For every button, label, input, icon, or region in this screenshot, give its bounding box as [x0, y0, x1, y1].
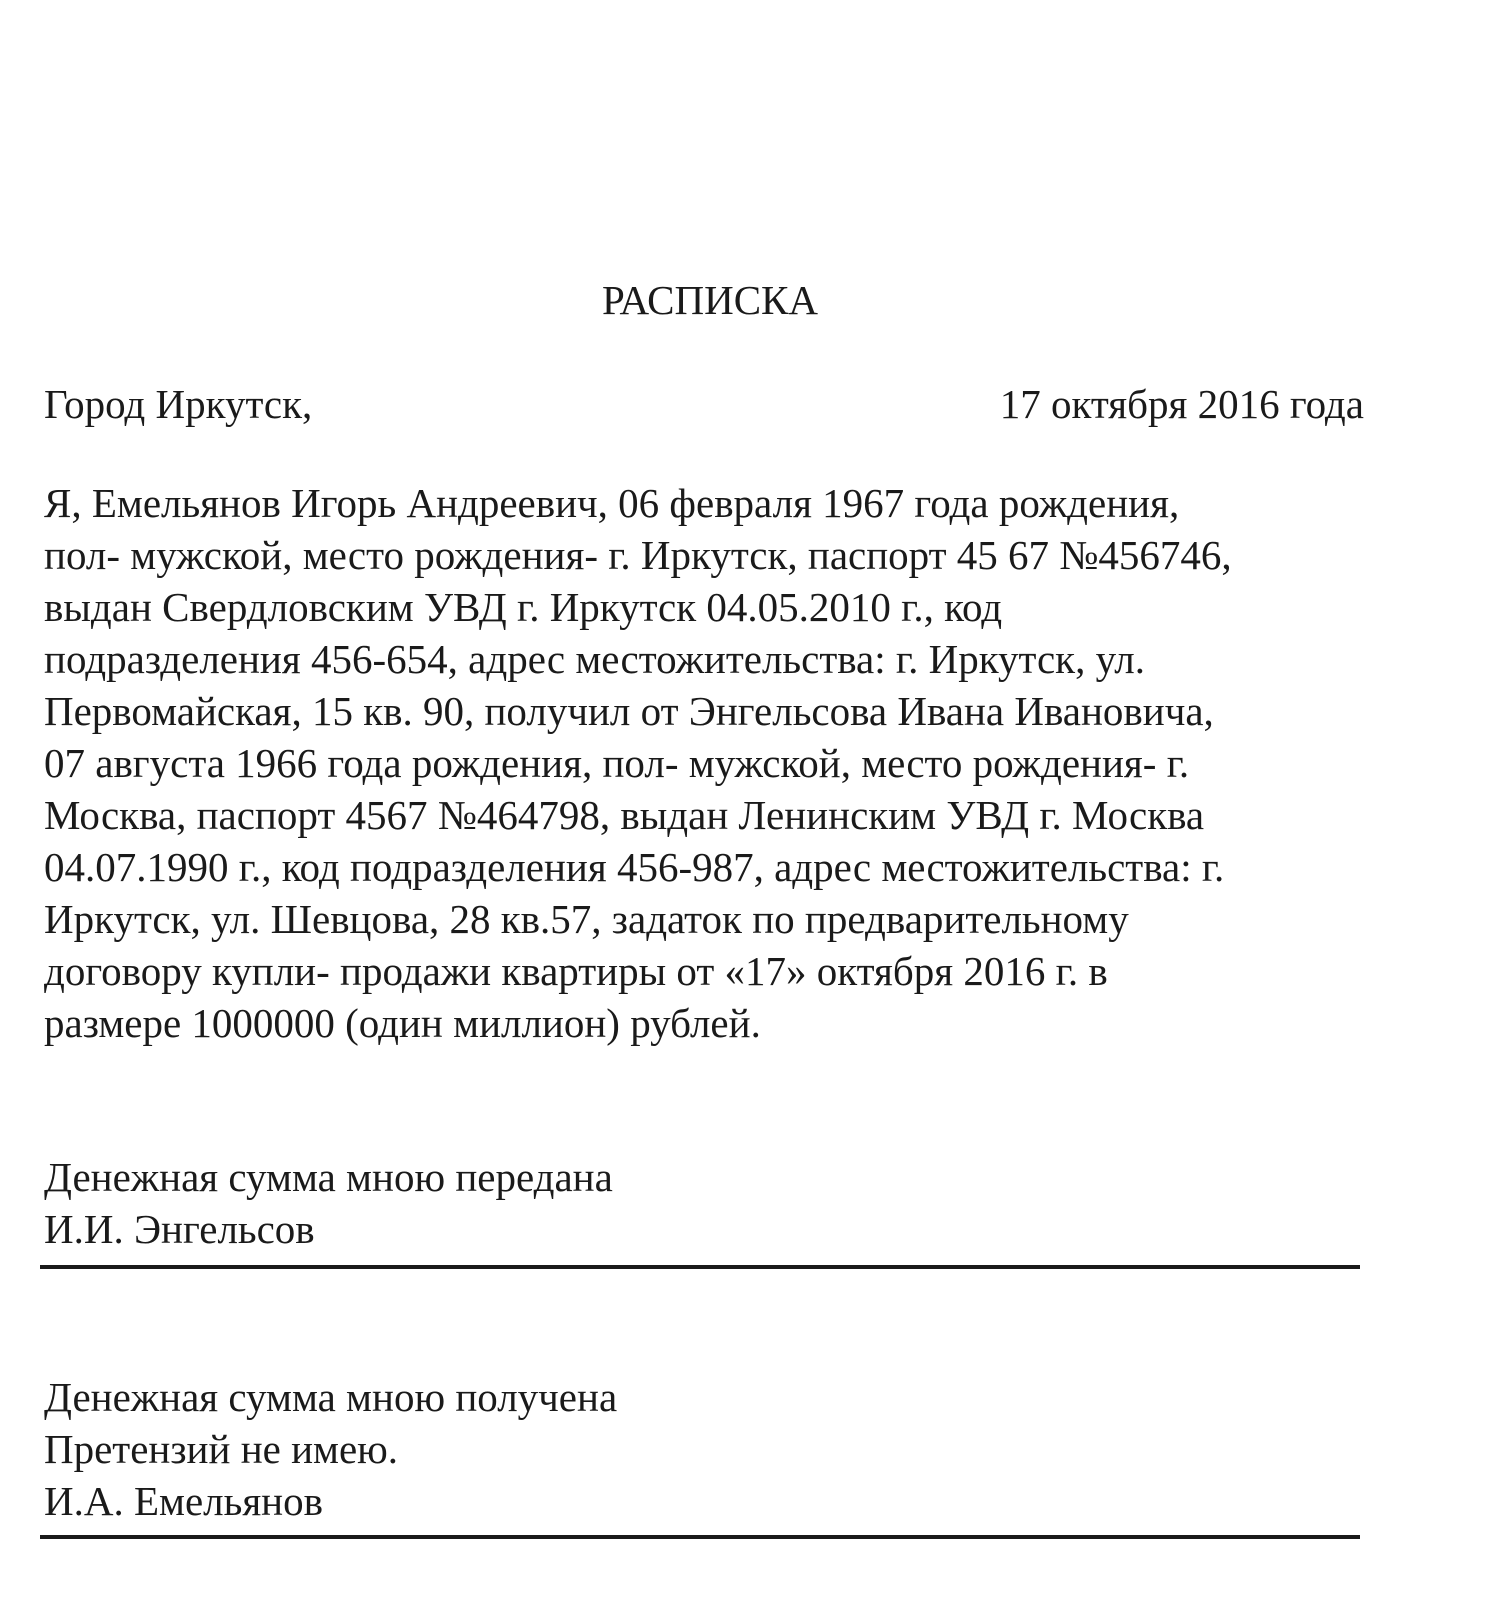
body-line: выдан Свердловским УВД г. Иркутск 04.05.2010 г., код	[44, 584, 1003, 630]
receipt-body	[44, 477, 1424, 1049]
body-line: Первомайская, 15 кв. 90, получил от Энгельсова Ивана Ивановича,	[44, 688, 1214, 734]
received-signer-name: И.А. Емельянов	[44, 1478, 323, 1524]
body-line: пол- мужской, место рождения- г. Иркутск, паспорт 45 67 №456746,	[44, 532, 1232, 578]
body-line: Москва, паспорт 4567 №464798, выдан Ленинским УВД г. Москва	[44, 792, 1205, 838]
received-block	[44, 1371, 1384, 1527]
transferred-block	[44, 1151, 1384, 1255]
body-line: договору купли- продажи квартиры от «17» октября 2016 г. в	[44, 948, 1108, 994]
no-claims-statement: Претензий не имею.	[44, 1426, 399, 1472]
document-title: РАСПИСКА	[602, 277, 818, 323]
body-line: размере 1000000 (один миллион) рублей.	[44, 1000, 761, 1046]
received-statement: Денежная сумма мною получена	[44, 1374, 618, 1420]
transferred-statement: Денежная сумма мною передана	[44, 1154, 613, 1200]
document-date: 17 октября 2016 года	[999, 381, 1364, 427]
body-line: 07 августа 1966 года рождения, пол- мужской, место рождения- г.	[44, 740, 1190, 786]
body-line: 04.07.1990 г., код подразделения 456-987, адрес местожительства: г.	[44, 844, 1225, 890]
transferred-signer-name: И.И. Энгельсов	[44, 1206, 315, 1252]
body-line: Я, Емельянов Игорь Андреевич, 06 февраля 1967 года рождения,	[44, 480, 1180, 526]
body-line: подразделения 456-654, адрес местожительства: г. Иркутск, ул.	[44, 636, 1145, 682]
body-line: Иркутск, ул. Шевцова, 28 кв.57, задаток по предварительному	[44, 896, 1129, 942]
signature-line	[40, 1535, 1360, 1539]
city-label: Город Иркутск,	[44, 381, 313, 427]
signature-line	[40, 1265, 1360, 1269]
